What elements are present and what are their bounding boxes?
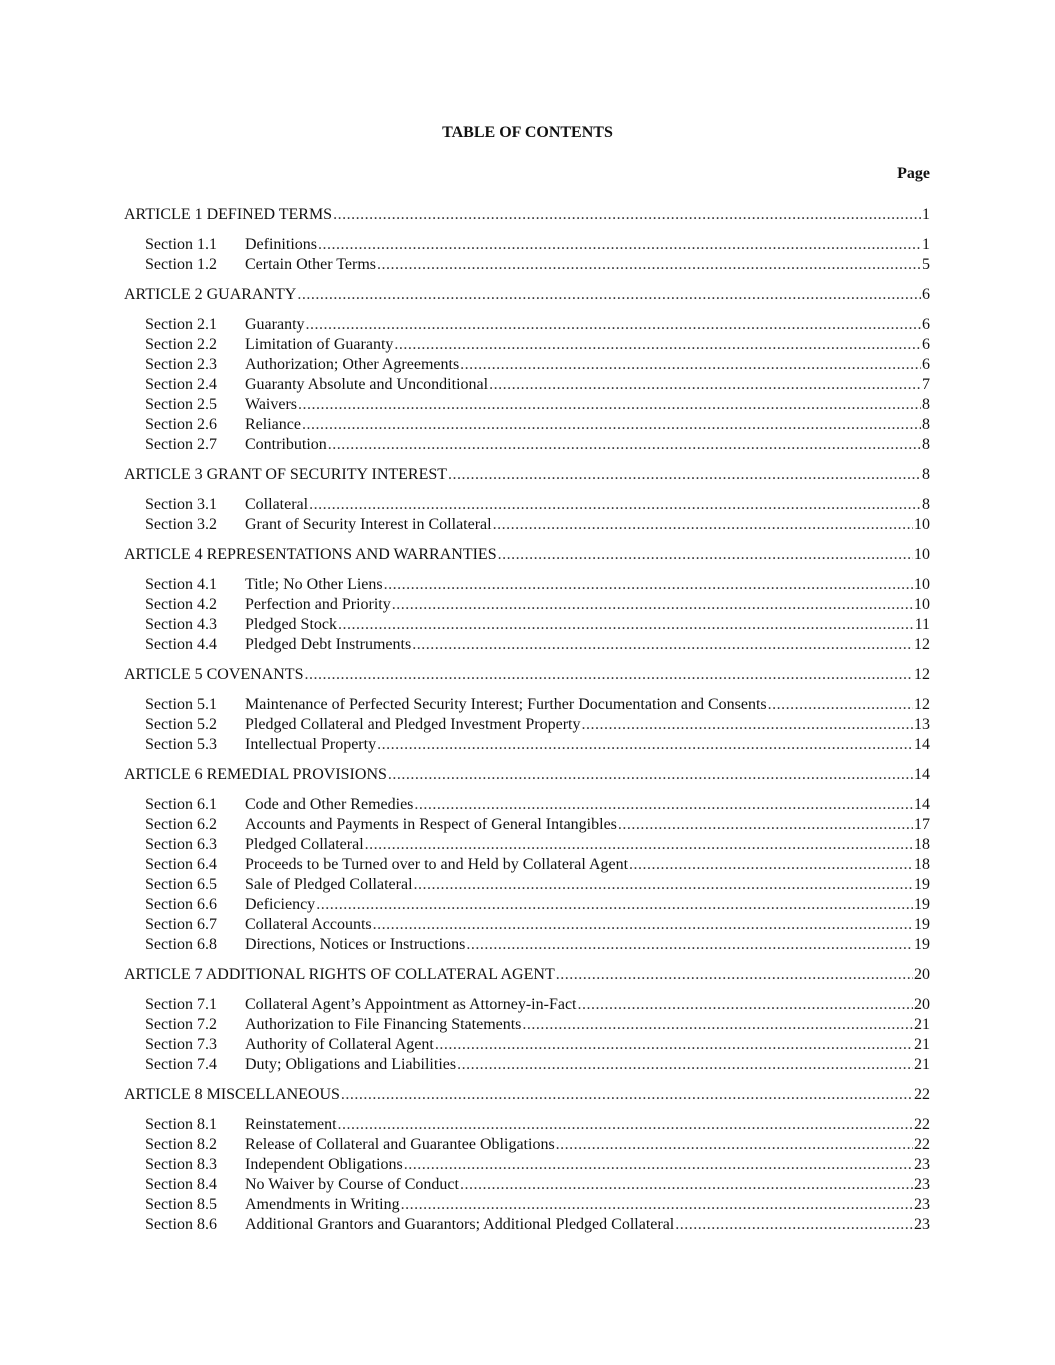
toc-section-row[interactable] <box>124 935 930 955</box>
section-title: Sale of Pledged Collateral <box>245 876 413 893</box>
page-number: 1 <box>922 206 930 223</box>
section-number: Section 8.1 <box>145 1116 217 1133</box>
dot-leader <box>556 1135 913 1155</box>
toc-section-row[interactable] <box>124 315 930 335</box>
section-title: Collateral Accounts <box>245 916 372 933</box>
dot-leader <box>304 665 913 685</box>
dot-leader <box>618 815 913 835</box>
page-number: 23 <box>914 1156 930 1173</box>
toc-section-row[interactable] <box>124 795 930 815</box>
toc-section-row[interactable] <box>124 1155 930 1175</box>
section-number: Section 2.1 <box>145 316 217 333</box>
dot-leader <box>297 285 921 305</box>
dot-leader <box>401 1195 913 1215</box>
page-number: 22 <box>914 1116 930 1133</box>
section-title: Pledged Stock <box>245 616 337 633</box>
section-title: Collateral Agent’s Appointment as Attorney-in-Fact <box>245 996 577 1013</box>
section-title: Additional Grantors and Guarantors; Additional Pledged Collateral <box>245 1216 675 1233</box>
dot-leader <box>384 575 913 595</box>
section-title: Guaranty <box>245 316 305 333</box>
dot-leader <box>333 205 921 225</box>
section-number: Section 1.1 <box>145 236 217 253</box>
page-number: 12 <box>914 696 930 713</box>
page-column-header: Page <box>897 165 930 182</box>
toc-section-row[interactable] <box>124 395 930 415</box>
dot-leader <box>298 395 921 415</box>
dot-leader <box>392 595 913 615</box>
section-number: Section 7.2 <box>145 1016 217 1033</box>
section-number: Section 2.6 <box>145 416 217 433</box>
section-number: Section 3.2 <box>145 516 217 533</box>
dot-leader <box>493 515 913 535</box>
section-number: Section 6.1 <box>145 796 217 813</box>
toc-section-row[interactable] <box>124 1055 930 1075</box>
section-number: Section 8.4 <box>145 1176 217 1193</box>
toc-section-row[interactable] <box>124 1215 930 1235</box>
section-title: Authorization to File Financing Statements <box>245 1016 522 1033</box>
section-title: Reliance <box>245 416 301 433</box>
page-number: 18 <box>914 836 930 853</box>
dot-leader <box>498 545 913 565</box>
toc-section-row[interactable] <box>124 615 930 635</box>
dot-leader <box>460 1175 913 1195</box>
dot-leader <box>316 895 913 915</box>
section-title: Release of Collateral and Guarantee Obligations <box>245 1136 555 1153</box>
section-title: Pledged Collateral and Pledged Investment Property <box>245 716 581 733</box>
dot-leader <box>556 965 913 985</box>
page-number: 14 <box>914 796 930 813</box>
section-title: Guaranty Absolute and Unconditional <box>245 376 489 393</box>
section-number: Section 2.2 <box>145 336 217 353</box>
section-title: Grant of Security Interest in Collateral <box>245 516 492 533</box>
toc-section-row[interactable] <box>124 815 930 835</box>
page-number: 8 <box>922 396 930 413</box>
page-number: 10 <box>914 576 930 593</box>
section-number: Section 4.2 <box>145 596 217 613</box>
page-number: 19 <box>914 896 930 913</box>
article-title: ARTICLE 3 GRANT OF SECURITY INTEREST <box>124 466 448 483</box>
page-number: 19 <box>914 936 930 953</box>
section-title: Pledged Debt Instruments <box>245 636 412 653</box>
section-title: Directions, Notices or Instructions <box>245 936 466 953</box>
toc-section-row[interactable] <box>124 1135 930 1155</box>
dot-leader <box>460 355 921 375</box>
section-title: Collateral <box>245 496 309 513</box>
page-number: 21 <box>914 1036 930 1053</box>
page-number: 20 <box>914 966 930 983</box>
toc-article-row[interactable] <box>124 965 930 985</box>
toc-section-row[interactable] <box>124 735 930 755</box>
dot-leader <box>338 615 914 635</box>
toc-section-row[interactable] <box>124 1195 930 1215</box>
article-title: ARTICLE 1 DEFINED TERMS <box>124 206 333 223</box>
page-number: 8 <box>922 436 930 453</box>
section-number: Section 8.3 <box>145 1156 217 1173</box>
page-number: 22 <box>914 1086 930 1103</box>
toc-section-row[interactable] <box>124 915 930 935</box>
dot-leader <box>404 1155 913 1175</box>
section-number: Section 5.1 <box>145 696 217 713</box>
page-number: 6 <box>922 316 930 333</box>
section-number: Section 2.7 <box>145 436 217 453</box>
section-number: Section 4.1 <box>145 576 217 593</box>
toc-section-row[interactable] <box>124 595 930 615</box>
page-number: 23 <box>914 1196 930 1213</box>
toc-section-row[interactable] <box>124 415 930 435</box>
toc-article-row[interactable] <box>124 465 930 485</box>
dot-leader <box>377 735 913 755</box>
section-number: Section 4.4 <box>145 636 217 653</box>
dot-leader <box>318 235 921 255</box>
toc-section-row[interactable] <box>124 715 930 735</box>
page-number: 14 <box>914 736 930 753</box>
section-number: Section 2.3 <box>145 356 217 373</box>
toc-section-row[interactable] <box>124 835 930 855</box>
dot-leader <box>302 415 921 435</box>
page-number: 7 <box>922 376 930 393</box>
dot-leader <box>377 255 921 275</box>
section-number: Section 3.1 <box>145 496 217 513</box>
dot-leader <box>338 1115 913 1135</box>
page-number: 6 <box>922 356 930 373</box>
page-number: 1 <box>922 236 930 253</box>
toc-section-row[interactable] <box>124 235 930 255</box>
section-title: Deficiency <box>245 896 316 913</box>
section-number: Section 8.6 <box>145 1216 217 1233</box>
dot-leader <box>457 1055 913 1075</box>
toc-section-row[interactable] <box>124 515 930 535</box>
toc-article-row[interactable] <box>124 205 930 225</box>
toc-article-row[interactable] <box>124 765 930 785</box>
page-number: 21 <box>914 1056 930 1073</box>
section-title: Title; No Other Liens <box>245 576 383 593</box>
page-number: 6 <box>922 336 930 353</box>
toc-section-row[interactable] <box>124 575 930 595</box>
toc-section-row[interactable] <box>124 1035 930 1055</box>
page-number: 21 <box>914 1016 930 1033</box>
section-title: Reinstatement <box>245 1116 337 1133</box>
dot-leader <box>581 715 913 735</box>
dot-leader <box>394 335 921 355</box>
section-number: Section 6.5 <box>145 876 217 893</box>
section-title: Contribution <box>245 436 327 453</box>
dot-leader <box>768 695 913 715</box>
toc-section-row[interactable] <box>124 855 930 875</box>
section-number: Section 2.4 <box>145 376 217 393</box>
section-title: Waivers <box>245 396 298 413</box>
section-title: Proceeds to be Turned over to and Held by Collateral Agent <box>245 856 629 873</box>
article-title: ARTICLE 7 ADDITIONAL RIGHTS OF COLLATERAL AGENT <box>124 966 555 983</box>
article-title: ARTICLE 6 REMEDIAL PROVISIONS <box>124 766 387 783</box>
page-number: 10 <box>914 596 930 613</box>
toc-article-row[interactable] <box>124 285 930 305</box>
dot-leader <box>388 765 913 785</box>
page-number: 11 <box>914 616 930 633</box>
table-of-contents <box>124 205 930 1235</box>
dot-leader <box>309 495 921 515</box>
section-title: Duty; Obligations and Liabilities <box>245 1056 457 1073</box>
section-number: Section 6.4 <box>145 856 217 873</box>
page-number: 8 <box>922 496 930 513</box>
toc-section-row[interactable] <box>124 435 930 455</box>
section-title: Pledged Collateral <box>245 836 364 853</box>
page-number: 17 <box>914 816 930 833</box>
section-number: Section 8.2 <box>145 1136 217 1153</box>
toc-section-row[interactable] <box>124 995 930 1015</box>
article-title: ARTICLE 8 MISCELLANEOUS <box>124 1086 340 1103</box>
section-number: Section 7.3 <box>145 1036 217 1053</box>
page-number: 22 <box>914 1136 930 1153</box>
section-title: Authorization; Other Agreements <box>245 356 460 373</box>
page-number: 19 <box>914 876 930 893</box>
section-number: Section 1.2 <box>145 256 217 273</box>
page-number: 13 <box>914 716 930 733</box>
section-title: No Waiver by Course of Conduct <box>245 1176 459 1193</box>
section-number: Section 7.4 <box>145 1056 217 1073</box>
toc-section-row[interactable] <box>124 1015 930 1035</box>
section-title: Authority of Collateral Agent <box>245 1036 434 1053</box>
section-title: Accounts and Payments in Respect of General Intangibles <box>245 816 617 833</box>
section-number: Section 5.2 <box>145 716 217 733</box>
section-title: Code and Other Remedies <box>245 796 414 813</box>
page-number: 6 <box>922 286 930 303</box>
toc-section-row[interactable] <box>124 1175 930 1195</box>
section-number: Section 6.3 <box>145 836 217 853</box>
section-title: Independent Obligations <box>245 1156 403 1173</box>
toc-section-row[interactable] <box>124 895 930 915</box>
page-number: 23 <box>914 1176 930 1193</box>
section-title: Certain Other Terms <box>245 256 376 273</box>
dot-leader <box>306 315 921 335</box>
page-number: 12 <box>914 636 930 653</box>
toc-section-row[interactable] <box>124 355 930 375</box>
toc-section-row[interactable] <box>124 335 930 355</box>
dot-leader <box>328 435 921 455</box>
dot-leader <box>373 915 913 935</box>
page-number: 18 <box>914 856 930 873</box>
dot-leader <box>341 1085 913 1105</box>
section-number: Section 6.6 <box>145 896 217 913</box>
section-number: Section 8.5 <box>145 1196 217 1213</box>
section-title: Maintenance of Perfected Security Interest; Further Documentation and Consents <box>245 696 767 713</box>
section-title: Intellectual Property <box>245 736 377 753</box>
toc-article-row[interactable] <box>124 1085 930 1105</box>
dot-leader <box>489 375 921 395</box>
toc-section-row[interactable] <box>124 635 930 655</box>
dot-leader <box>365 835 913 855</box>
toc-title: TABLE OF CONTENTS <box>442 124 613 141</box>
page-number: 19 <box>914 916 930 933</box>
section-title: Amendments in Writing <box>245 1196 400 1213</box>
dot-leader <box>448 465 921 485</box>
page-number: 20 <box>914 996 930 1013</box>
page-number: 10 <box>914 516 930 533</box>
toc-section-row[interactable] <box>124 875 930 895</box>
dot-leader <box>522 1015 913 1035</box>
section-title: Limitation of Guaranty <box>245 336 394 353</box>
section-title: Definitions <box>245 236 317 253</box>
toc-section-row[interactable] <box>124 695 930 715</box>
toc-section-row[interactable] <box>124 1115 930 1135</box>
toc-article-row[interactable] <box>124 665 930 685</box>
page-number: 14 <box>914 766 930 783</box>
section-number: Section 5.3 <box>145 736 217 753</box>
section-number: Section 7.1 <box>145 996 217 1013</box>
dot-leader <box>414 875 913 895</box>
page-number: 8 <box>922 416 930 433</box>
section-number: Section 2.5 <box>145 396 217 413</box>
toc-article-row[interactable] <box>124 545 930 565</box>
dot-leader <box>414 795 913 815</box>
article-title: ARTICLE 2 GUARANTY <box>124 286 297 303</box>
page-number: 5 <box>922 256 930 273</box>
section-number: Section 6.7 <box>145 916 217 933</box>
page-number: 10 <box>914 546 930 563</box>
dot-leader <box>675 1215 913 1235</box>
dot-leader <box>466 935 913 955</box>
toc-section-row[interactable] <box>124 495 930 515</box>
dot-leader <box>629 855 913 875</box>
toc-section-row[interactable] <box>124 375 930 395</box>
dot-leader <box>435 1035 913 1055</box>
section-title: Perfection and Priority <box>245 596 391 613</box>
section-number: Section 6.8 <box>145 936 217 953</box>
dot-leader <box>578 995 914 1015</box>
page-number: 23 <box>914 1216 930 1233</box>
toc-section-row[interactable] <box>124 255 930 275</box>
article-title: ARTICLE 4 REPRESENTATIONS AND WARRANTIES <box>124 546 497 563</box>
page-number: 8 <box>922 466 930 483</box>
dot-leader <box>412 635 913 655</box>
page-number: 12 <box>914 666 930 683</box>
section-number: Section 6.2 <box>145 816 217 833</box>
article-title: ARTICLE 5 COVENANTS <box>124 666 304 683</box>
section-number: Section 4.3 <box>145 616 217 633</box>
